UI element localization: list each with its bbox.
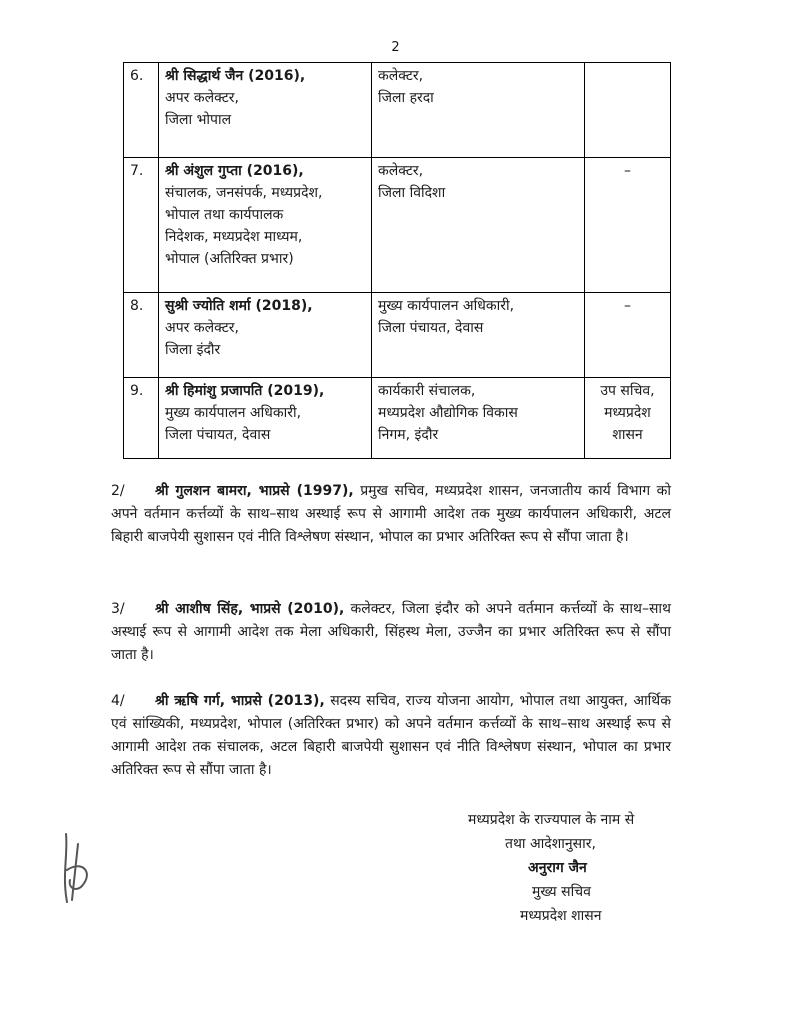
posting-detail: जिला विदिशा: [378, 185, 446, 201]
officer-name: श्री ऋषि गर्ग, भाप्रसे (2013),: [155, 693, 325, 709]
officer-name: श्री आशीष सिंह, भाप्रसे (2010),: [155, 601, 345, 617]
posting-detail: जिला हरदा: [378, 90, 434, 106]
additional-charge-cell: [585, 378, 671, 459]
officer-cell: [159, 158, 372, 293]
officer-detail: भोपाल तथा कार्यपालक: [165, 207, 284, 223]
officer-name: सुश्री ज्योति शर्मा (2018),: [165, 298, 313, 314]
posting-detail: जिला पंचायत, देवास: [378, 320, 484, 336]
order-paragraph: [111, 690, 671, 782]
posting-cell: [372, 378, 585, 459]
handwritten-initials: [58, 830, 98, 910]
posting-cell: [372, 293, 585, 378]
officer-detail: जिला पंचायत, देवास: [165, 427, 271, 443]
serial-number: 7.: [124, 158, 159, 293]
officer-detail: निदेशक, मध्यप्रदेश माध्यम,: [165, 229, 303, 245]
serial-number: 9.: [124, 378, 159, 459]
signatory-designation: मुख्य सचिव: [532, 884, 591, 900]
posting-cell: [372, 63, 585, 158]
additional-charge-detail: –: [624, 163, 631, 179]
page-number: 2: [391, 40, 400, 55]
serial-number: 8.: [124, 293, 159, 378]
paragraph-text: प्रमुख सचिव, मध्यप्रदेश शासन, जनजातीय कार्य विभाग को अपने वर्तमान कर्त्तव्यों के साथ–साथ अस्थाई रूप से आगामी आदेश तक मुख्य कार्यपालन अधिकारी, अटल बिहारी बाजपेयी सुशासन एवं नीति विश्लेषण संस्थान, भोपाल का प्रभार अतिरिक्त रूप से सौंपा जाता है।: [111, 483, 671, 545]
additional-charge-detail: –: [624, 298, 631, 314]
posting-detail: कलेक्टर,: [378, 163, 424, 179]
paragraph-number: 2/: [111, 483, 125, 499]
transfer-table: [123, 62, 671, 459]
signature-authority-line: मध्यप्रदेश के राज्यपाल के नाम से: [468, 812, 635, 828]
officer-cell: [159, 378, 372, 459]
paragraph-text: कलेक्टर, जिला इंदौर को अपने वर्तमान कर्त्तव्यों के साथ–साथ अस्थाई रूप से आगामी आदेश तक मेला अधिकारी, सिंहस्थ मेला, उज्जैन का प्रभार अतिरिक्त रूप से सौंपा जाता है।: [111, 601, 672, 663]
posting-detail: मुख्य कार्यपालन अधिकारी,: [378, 298, 515, 314]
paragraph-number: 3/: [111, 601, 125, 617]
table-row: [124, 293, 671, 378]
order-paragraph: [111, 598, 671, 667]
officer-detail: मुख्य कार्यपालन अधिकारी,: [165, 405, 302, 421]
officer-detail: जिला भोपाल: [165, 112, 232, 128]
posting-detail: निगम, इंदौर: [378, 427, 439, 443]
table-row: [124, 158, 671, 293]
officer-name: श्री गुलशन बामरा, भाप्रसे (1997),: [155, 483, 354, 499]
signature-order-line: तथा आदेशानुसार,: [505, 836, 596, 852]
additional-charge-detail: शासन: [612, 427, 643, 443]
posting-detail: मध्यप्रदेश औद्योगिक विकास: [378, 405, 518, 421]
signature-block: [440, 808, 640, 928]
table-row: [124, 63, 671, 158]
officer-cell: [159, 63, 372, 158]
officer-detail: भोपाल (अतिरिक्त प्रभार): [165, 251, 294, 267]
order-paragraph: [111, 480, 671, 549]
additional-charge-detail: उप सचिव,: [600, 383, 655, 399]
posting-cell: [372, 158, 585, 293]
officer-cell: [159, 293, 372, 378]
officer-detail: अपर कलेक्टर,: [165, 90, 239, 106]
officer-name: श्री अंशुल गुप्ता (2016),: [165, 163, 304, 179]
signatory-office: मध्यप्रदेश शासन: [520, 908, 602, 924]
signatory-name: अनुराग जैन: [528, 860, 587, 876]
posting-detail: कलेक्टर,: [378, 68, 424, 84]
officer-detail: जिला इंदौर: [165, 342, 221, 358]
officer-detail: अपर कलेक्टर,: [165, 320, 239, 336]
additional-charge-cell: [585, 63, 671, 158]
additional-charge-detail: मध्यप्रदेश: [604, 405, 651, 421]
officer-name: श्री हिमांशु प्रजापति (2019),: [165, 383, 325, 399]
officer-name: श्री सिद्धार्थ जैन (2016),: [165, 68, 306, 84]
posting-detail: कार्यकारी संचालक,: [378, 383, 476, 399]
paragraph-number: 4/: [111, 693, 125, 709]
table-row: [124, 378, 671, 459]
officer-detail: संचालक, जनसंपर्क, मध्यप्रदेश,: [165, 185, 323, 201]
paragraph-text: सदस्य सचिव, राज्य योजना आयोग, भोपाल तथा आयुक्त, आर्थिक एवं सांख्यिकी, मध्यप्रदेश, भोपाल (अतिरिक्त प्रभार) को अपने वर्तमान कर्त्तव्यों के साथ–साथ अस्थाई रूप से आगामी आदेश तक संचालक, अटल बिहारी बाजपेयी सुशासन एवं नीति विश्लेषण संस्थान, भोपाल का प्रभार अतिरिक्त रूप से सौंपा जाता है।: [111, 693, 672, 778]
additional-charge-cell: [585, 293, 671, 378]
serial-number: 6.: [124, 63, 159, 158]
additional-charge-cell: [585, 158, 671, 293]
